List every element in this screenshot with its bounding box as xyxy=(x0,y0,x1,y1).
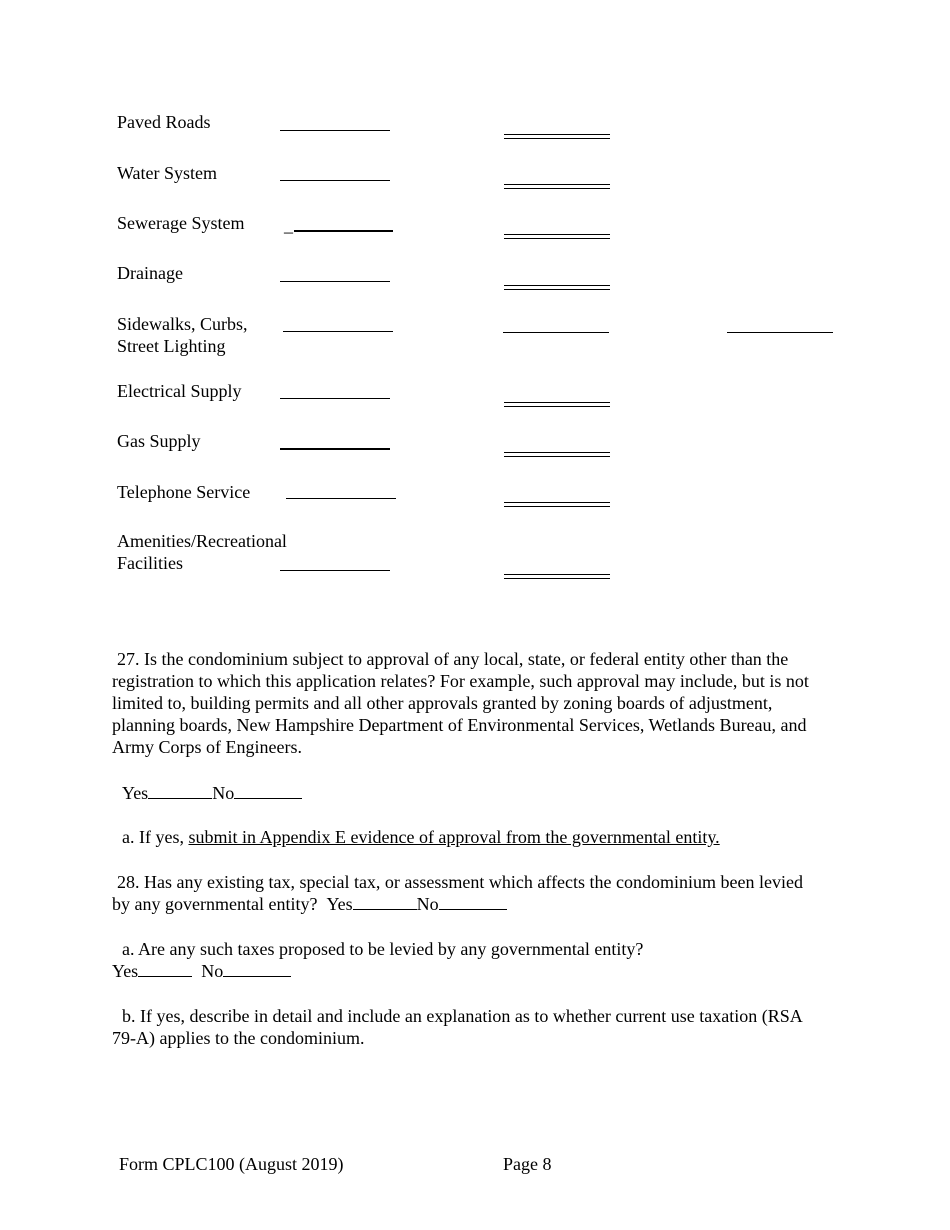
question-27a-prefix: a. If yes, xyxy=(122,827,189,847)
field-blank[interactable] xyxy=(280,398,390,399)
total-blank[interactable] xyxy=(504,452,610,457)
total-blank[interactable] xyxy=(504,502,610,507)
row-label-water-system: Water System xyxy=(117,163,218,183)
row-label-sidewalks: Sidewalks, Curbs, xyxy=(117,314,248,334)
total-blank[interactable] xyxy=(504,134,610,139)
row-label-paved-roads: Paved Roads xyxy=(117,112,211,132)
yes-blank[interactable] xyxy=(138,960,192,977)
row-label-street-lighting: Street Lighting xyxy=(117,336,226,356)
row-label-amenities: Amenities/Recreational xyxy=(117,531,287,551)
question-28b-text: b. If yes, describe in detail and include an explanation as to whether current use taxation (RSA 79-A) applies to the condominium. xyxy=(112,1006,802,1048)
no-label: No xyxy=(201,961,224,981)
no-label: No xyxy=(212,783,235,803)
total-blank[interactable] xyxy=(504,234,610,239)
question-27a xyxy=(122,826,720,848)
row-label-drainage: Drainage xyxy=(117,263,183,283)
question-27a-instruction: submit in Appendix E evidence of approval from the governmental entity. xyxy=(188,827,720,847)
question-27-text: 27. Is the condominium subject to approval of any local, state, or federal entity other than the registration to which this application relates? For example, such approval may include, but is not limited to, building permits and all other approvals granted by zoning boards of adjustment, planning boards, New Hampshire Department of Environmental Services, Wetlands Bureau, and Army Corps of Engineers. xyxy=(112,649,809,757)
footer-page-number: Page 8 xyxy=(503,1154,552,1174)
no-blank[interactable] xyxy=(234,782,302,799)
row-label-sewerage-system: Sewerage System xyxy=(117,213,245,233)
yes-blank[interactable] xyxy=(148,782,212,799)
no-label: No xyxy=(416,894,439,914)
total-blank[interactable] xyxy=(504,285,610,290)
underscore-mark: _ xyxy=(284,215,293,235)
no-blank[interactable] xyxy=(439,893,507,910)
field-blank[interactable] xyxy=(286,498,396,499)
field-blank[interactable] xyxy=(280,180,390,181)
question-28-text: 28. Has any existing tax, special tax, or assessment which affects the condominium been levied by any governmental entity? xyxy=(112,872,803,914)
no-blank[interactable] xyxy=(223,960,291,977)
field-blank[interactable] xyxy=(503,332,609,333)
question-28 xyxy=(112,871,812,915)
question-27-answer xyxy=(122,782,302,804)
yes-label: Yes xyxy=(122,783,149,803)
field-blank[interactable] xyxy=(280,130,390,131)
yes-blank[interactable] xyxy=(353,893,417,910)
field-blank[interactable] xyxy=(294,230,393,232)
row-label-facilities: Facilities xyxy=(117,553,183,573)
row-label-telephone-service: Telephone Service xyxy=(117,482,251,502)
question-28a-answer xyxy=(112,960,291,982)
yes-label: Yes xyxy=(326,894,353,914)
field-blank[interactable] xyxy=(727,332,833,333)
footer-form-id: Form CPLC100 (August 2019) xyxy=(119,1154,344,1174)
field-blank[interactable] xyxy=(280,448,390,450)
question-28a-text: a. Are any such taxes proposed to be levied by any governmental entity? xyxy=(122,939,644,959)
field-blank[interactable] xyxy=(283,331,393,332)
yes-label: Yes xyxy=(112,961,139,981)
total-blank[interactable] xyxy=(504,402,610,407)
field-blank[interactable] xyxy=(280,570,390,571)
total-blank[interactable] xyxy=(504,184,610,189)
row-label-electrical-supply: Electrical Supply xyxy=(117,381,242,401)
total-blank[interactable] xyxy=(504,574,610,579)
field-blank[interactable] xyxy=(280,281,390,282)
row-label-gas-supply: Gas Supply xyxy=(117,431,201,451)
